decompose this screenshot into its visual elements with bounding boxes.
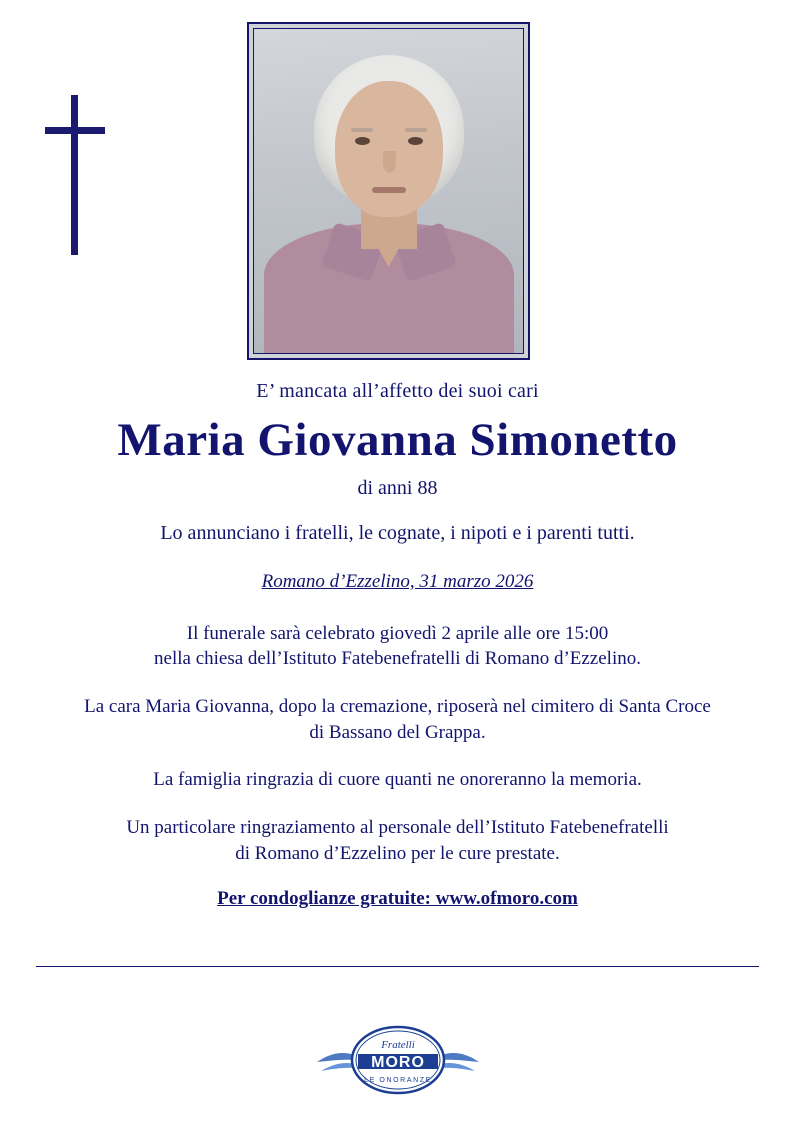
condolences-website-link[interactable]: Per condoglianze gratuite: www.ofmoro.com (217, 888, 578, 910)
portrait-eyebrow-left (351, 128, 373, 132)
logo-top-text: Fratelli (380, 1039, 415, 1051)
notice-lead: E’ mancata all’affetto dei suoi cari (256, 380, 539, 402)
portrait-eye-left (355, 137, 370, 145)
portrait-eyebrow-right (405, 128, 427, 132)
portrait-face (335, 81, 443, 217)
special-thanks-line-1: Un particolare ringraziamento al personale dell’Istituto Fatebenefratelli (126, 816, 669, 838)
cross-vertical-bar (71, 95, 78, 255)
burial-details-line-2: di Bassano del Grappa. (309, 721, 486, 743)
latin-cross-icon (40, 95, 110, 255)
place-and-date: Romano d’Ezzelino, 31 marzo 2026 (261, 570, 534, 592)
portrait-eye-right (408, 137, 423, 145)
portrait-mouth (372, 187, 406, 193)
portrait-nose (383, 151, 396, 173)
deceased-age: di anni 88 (357, 476, 438, 499)
portrait-frame (247, 22, 530, 360)
announcers-line: Lo annunciano i fratelli, le cognate, i nipoti e i parenti tutti. (160, 521, 635, 544)
logo-main-text: MORO (370, 1054, 425, 1071)
notice-text-block (0, 380, 795, 910)
cross-horizontal-bar (45, 127, 105, 134)
portrait-photo (253, 28, 524, 354)
burial-details (0, 694, 795, 745)
funeral-details-line-2: nella chiesa dell’Istituto Fatebenefratelli di Romano d’Ezzelino. (154, 648, 641, 670)
funeral-details-line-1: Il funerale sarà celebrato giovedì 2 aprile alle ore 15:00 (186, 622, 609, 644)
fratelli-moro-logo (303, 1018, 493, 1098)
special-thanks-line-2: di Romano d’Ezzelino per le cure prestate. (235, 842, 560, 864)
footer-divider (36, 966, 759, 967)
family-thanks: La famiglia ringrazia di cuore quanti ne onoreranno la memoria. (153, 769, 642, 791)
logo-tagline-text: LE ONORANZE (363, 1077, 432, 1084)
deceased-name: Maria Giovanna Simonetto (117, 414, 678, 466)
logo-artwork (303, 1018, 493, 1098)
funeral-details (0, 621, 795, 672)
burial-details-line-1: La cara Maria Giovanna, dopo la cremazione, riposerà nel cimitero di Santa Croce (84, 695, 711, 717)
special-thanks (0, 815, 795, 866)
